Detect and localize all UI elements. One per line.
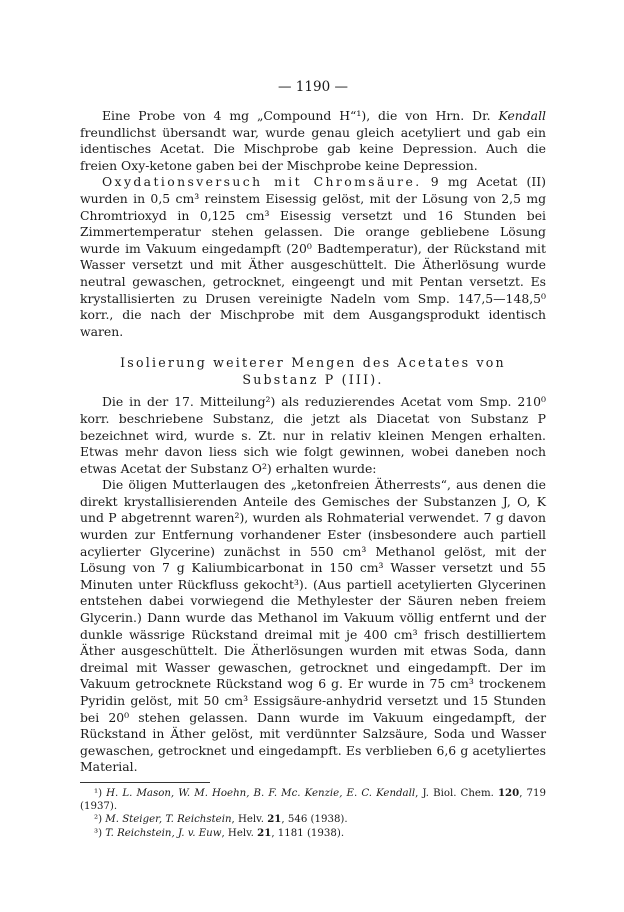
- footnote-1: [80, 787, 546, 813]
- paragraph-substance-p: Die in der 17. Mitteilung²) als reduzierendes Acetat vom Smp. 210⁰ korr. beschriebene Substanz, die jetzt als Diacetat von Substanz P bezeichnet wird, wurde s. Zt. nur in relativ kleinen Mengen erhalten. Etwas mehr davon liess sich wie folgt gewinnen, wobei daneben noch etwas Acetat der Substanz O²) erhalten wurde:: [80, 394, 546, 476]
- footnote-pages: , 546 (1938).: [281, 814, 348, 826]
- footnote-journal: , Helv.: [231, 814, 268, 826]
- page-number: — 1190 —: [278, 79, 348, 95]
- footnote-journal: , J. Biol. Chem.: [415, 787, 498, 799]
- paragraph-mother-liquor: Die öligen Mutterlaugen des „ketonfreien Ätherrests“, aus denen die direkt krystallisierenden Anteile des Gemisches der Substanzen J, O, K und P abgetrennt waren²), wurden als Rohmaterial verwendet. 7 g davon wurden zur Entfernung vorhandener Ester (insbesondere auch partiell acylierter Glycerine) zunächst in 550 cm³ Methanol gelöst, mit der Lösung von 7 g Kaliumbicarbonat in 150 cm³ Wasser versetzt und 55 Minuten unter Rückfluss gekocht³). (Aus partiell acetylierten Glycerinen entstehen dabei vorwiegend die Methylester der Säuren neben freiem Glycerin.) Dann wurde das Methanol im Vakuum völlig entfernt und der dunkle wässrige Rückstand dreimal mit je 400 cm³ frisch destilliertem Äther ausgeschüttelt. Die Ätherlösungen wurden mit etwas Soda, dann dreimal mit Wasser gewaschen, getrocknet und eingedampft. Der im Vakuum getrocknete Rückstand wog 6 g. Er wurde in 75 cm³ trockenem Pyridin gelöst, mit 50 cm³ Essigsäure-anhydrid versetzt und 15 Stunden bei 20⁰ stehen gelassen. Dann wurde im Vakuum eingedampft, der Rückstand in Äther gelöst, mit verdünnter Salzsäure, Soda und Wasser gewaschen, getrocknet und eingedampft. Es verblieben 6,6 g acetyliertes Material.: [80, 477, 546, 775]
- footnote-volume: 21: [257, 826, 272, 839]
- paragraph-text: Eine Probe von 4 mg „Compound H“¹), die von Hrn. Dr.: [102, 108, 499, 123]
- footnote-journal: , Helv.: [221, 827, 258, 839]
- footnote-authors: M. Steiger, T. Reichstein: [105, 814, 232, 826]
- footnote-2: [80, 813, 546, 826]
- paragraph-compound-h: [80, 108, 546, 174]
- paragraph-oxidation: [80, 174, 546, 340]
- inline-heading: Oxydationsversuch mit Chromsäure.: [102, 174, 422, 190]
- footnote-divider: [80, 782, 210, 783]
- paragraph-text: freundlichst übersandt war, wurde genau gleich acetyliert und gab ein identisches Acetat. Die Mischprobe gab keine Depression. Auch die freien Oxy-ketone gaben bei der Mischprobe keine Depression.: [80, 124, 546, 173]
- footnote-volume: 21: [267, 813, 282, 826]
- footnote-pages: , 1181 (1938).: [271, 827, 345, 839]
- footnote-authors: H. L. Mason, W. M. Hoehn, B. F. Mc. Kenzie, E. C. Kendall: [106, 787, 416, 799]
- body-text: [80, 108, 546, 776]
- paragraph-text: 9 mg Acetat (II) wurden in 0,5 cm³ reinstem Eisessig gelöst, mit der Lösung von 2,5 mg Chromtrioxyd in 0,125 cm³ Eisessig versetzt und 16 Stunden bei Zimmertemperatur stehen gelassen. Die orange gebliebene Lösung wurde im Vakuum eingedampft (20⁰ Badtemperatur), der Rückstand mit Wasser versetzt und mit Äther ausgeschüttelt. Die Ätherlösung wurde neutral gewaschen, getrocknet, eingeengt und mit Pentan versetzt. Es krystallisierten zu Drusen vereinigte Nadeln vom Smp. 147,5—148,5⁰ korr., die nach der Mischprobe mit dem Ausgangsprodukt identisch waren.: [80, 174, 546, 339]
- footnote-authors: T. Reichstein, J. v. Euw: [105, 827, 222, 839]
- footnote-mark: ¹): [94, 787, 107, 799]
- footnote-mark: ²): [94, 814, 106, 826]
- footnote-volume: 120: [497, 786, 520, 799]
- footnotes: [80, 787, 546, 840]
- footnote-3: [80, 827, 546, 840]
- author-name: Kendall: [498, 108, 546, 123]
- footnote-mark: ³): [94, 827, 106, 839]
- section-heading: Isolierung weiterer Mengen des Acetates von Substanz P (III).: [120, 355, 506, 388]
- footnote-pages: , 719 (1937).: [80, 787, 546, 813]
